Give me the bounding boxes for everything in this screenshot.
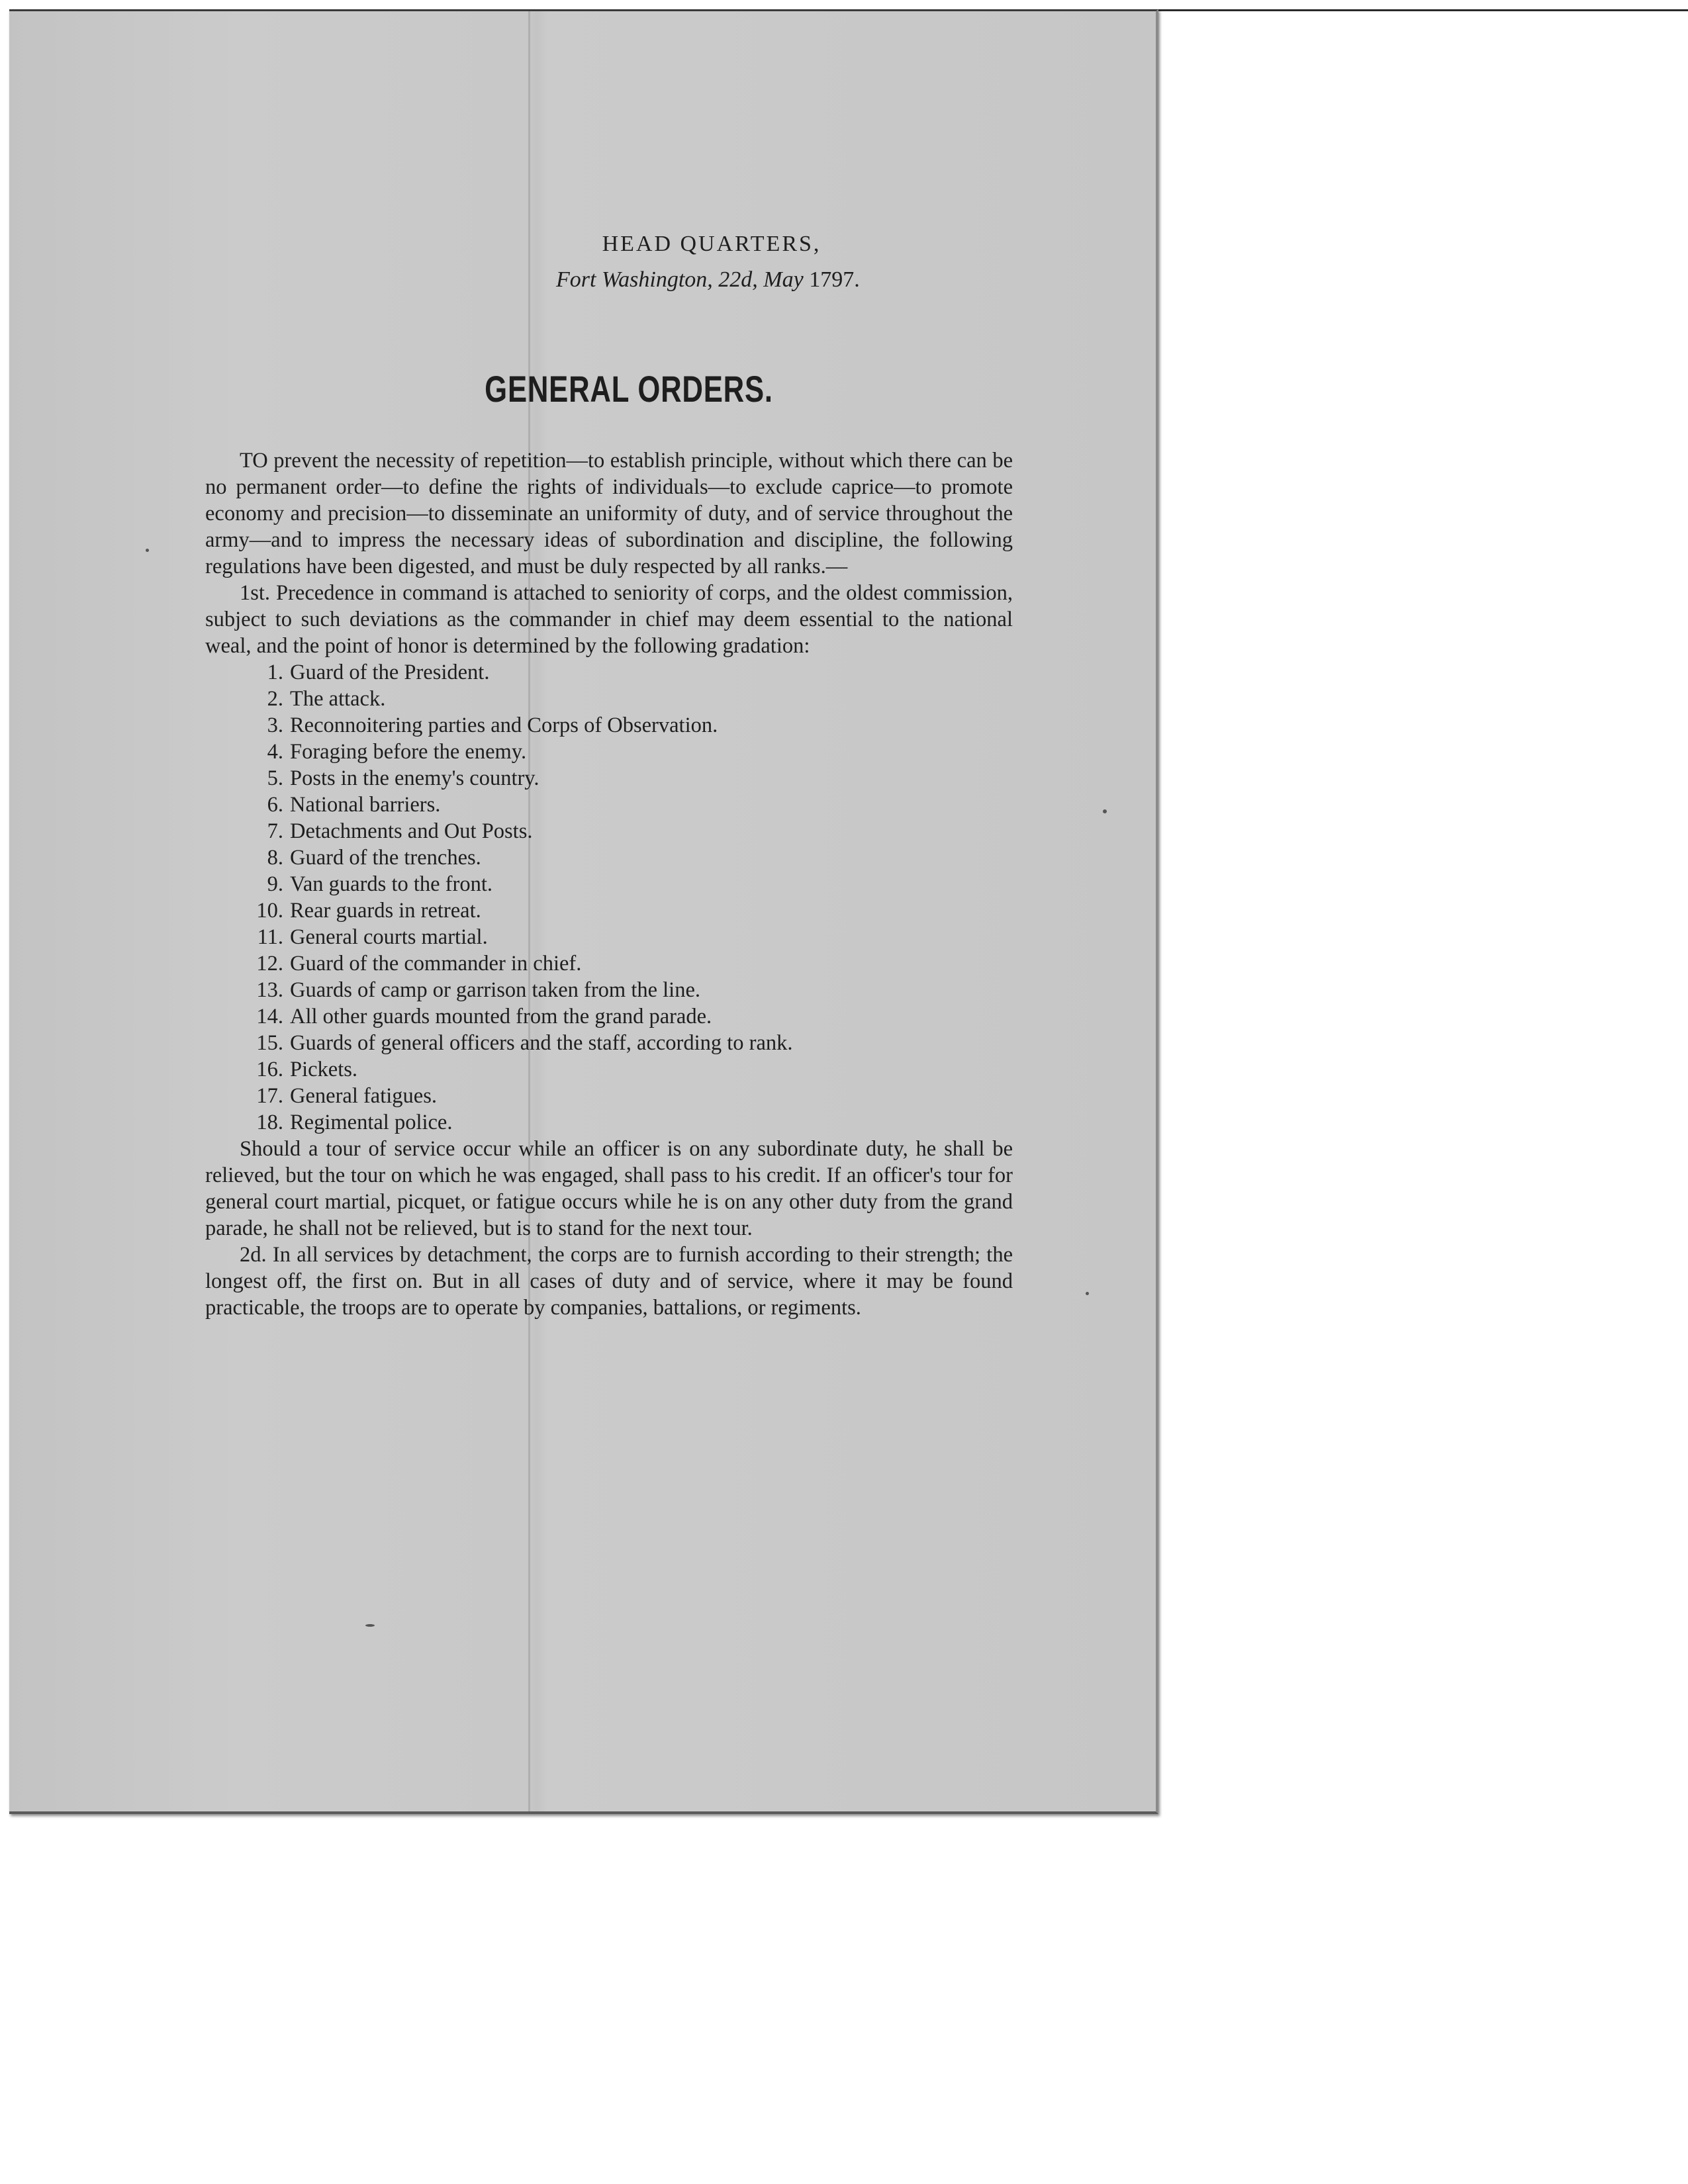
list-item-number: 14. bbox=[256, 1005, 283, 1028]
place-and-date: Fort Washington, 22d, May bbox=[556, 267, 804, 292]
list-item bbox=[205, 1003, 1013, 1030]
page-title: GENERAL ORDERS. bbox=[485, 368, 773, 410]
list-item-number: 6. bbox=[267, 793, 283, 817]
list-item-number: 5. bbox=[267, 766, 283, 790]
list-item-text: Pickets. bbox=[290, 1058, 358, 1081]
list-item bbox=[205, 977, 1013, 1003]
list-item-number: 4. bbox=[267, 740, 283, 764]
list-item-text: Reconnoitering parties and Corps of Observation. bbox=[290, 713, 718, 737]
list-item-number: 2. bbox=[267, 687, 283, 711]
list-item-text: The attack. bbox=[290, 687, 386, 711]
headquarters-place-date bbox=[543, 267, 1006, 293]
list-item-number: 11. bbox=[257, 925, 283, 949]
list-item-text: National barriers. bbox=[290, 793, 441, 817]
list-item-number: 7. bbox=[267, 819, 283, 843]
list-item bbox=[205, 686, 1013, 712]
orders-body bbox=[205, 447, 1013, 1321]
list-item-text: General fatigues. bbox=[290, 1084, 437, 1108]
list-item bbox=[205, 1056, 1013, 1083]
list-item-number: 8. bbox=[267, 846, 283, 870]
year: 1797. bbox=[809, 267, 860, 292]
list-item bbox=[205, 739, 1013, 765]
gradation-list bbox=[205, 659, 1013, 1136]
list-item-number: 18. bbox=[256, 1111, 283, 1134]
list-item-text: Rear guards in retreat. bbox=[290, 899, 481, 923]
list-item bbox=[205, 950, 1013, 977]
list-item-text: General courts martial. bbox=[290, 925, 488, 949]
list-item bbox=[205, 1083, 1013, 1109]
list-item-number: 15. bbox=[256, 1031, 283, 1055]
list-item-number: 12. bbox=[256, 952, 283, 976]
list-item-text: Foraging before the enemy. bbox=[290, 740, 527, 764]
list-item bbox=[205, 792, 1013, 818]
list-item-text: Guard of the President. bbox=[290, 660, 490, 684]
paper-speck bbox=[1103, 809, 1107, 813]
list-item-number: 17. bbox=[256, 1084, 283, 1108]
list-item-text: Guard of the trenches. bbox=[290, 846, 481, 870]
paper-speck bbox=[365, 1624, 375, 1627]
list-item bbox=[205, 765, 1013, 792]
list-item-number: 16. bbox=[256, 1058, 283, 1081]
paper-speck bbox=[1086, 1292, 1089, 1295]
list-item-text: Van guards to the front. bbox=[290, 872, 492, 896]
list-item-text: Guard of the commander in chief. bbox=[290, 952, 582, 976]
list-item-text: Guards of general officers and the staff, according to rank. bbox=[290, 1031, 793, 1055]
list-item bbox=[205, 818, 1013, 844]
list-item-text: Regimental police. bbox=[290, 1111, 453, 1134]
list-item-number: 10. bbox=[256, 899, 283, 923]
tour-paragraph: Should a tour of service occur while an officer is on any subordinate duty, he shall be relieved, but the tour on which he was engaged, shall pass to his credit. If an officer's tour for general court martial, picquet, or fatigue occurs while he is on any other duty from the grand parade, he shall not be relieved, but is to stand for the next tour. bbox=[205, 1137, 1013, 1240]
intro-paragraph: TO prevent the necessity of repetition—to establish principle, without which there can be no permanent order—to define the rights of individuals—to exclude caprice—to promote economy and precision—to disseminate an uniformity of duty, and of service throughout the army—and to impress the necessary ideas of subordination and discipline, the following regulations have been digested, and must be duly respected by all ranks.— bbox=[205, 449, 1013, 578]
list-item bbox=[205, 844, 1013, 871]
list-item-text: Guards of camp or garrison taken from the line. bbox=[290, 978, 701, 1002]
first-article: 1st. Precedence in command is attached to seniority of corps, and the oldest commission, subject to such deviations as the commander in chief may deem essential to the national weal, and the point of honor is determined by the following gradation: bbox=[205, 581, 1013, 658]
list-item bbox=[205, 712, 1013, 739]
list-item bbox=[205, 871, 1013, 897]
list-item-number: 1. bbox=[267, 660, 283, 684]
list-item bbox=[205, 897, 1013, 924]
list-item bbox=[205, 1030, 1013, 1056]
list-item-number: 3. bbox=[267, 713, 283, 737]
list-item bbox=[205, 1109, 1013, 1136]
paper-speck bbox=[146, 549, 149, 552]
list-item-number: 9. bbox=[267, 872, 283, 896]
headquarters-title: HEAD QUARTERS, bbox=[602, 232, 821, 256]
scanner-edge-line bbox=[1156, 9, 1688, 11]
headquarters-heading bbox=[543, 232, 1006, 293]
list-item bbox=[205, 924, 1013, 950]
list-item-number: 13. bbox=[256, 978, 283, 1002]
list-item bbox=[205, 659, 1013, 686]
list-item-text: Posts in the enemy's country. bbox=[290, 766, 539, 790]
list-item-text: Detachments and Out Posts. bbox=[290, 819, 533, 843]
list-item-text: All other guards mounted from the grand parade. bbox=[290, 1005, 712, 1028]
second-article: 2d. In all services by detachment, the corps are to furnish according to their strength; the longest off, the first on. But in all cases of duty and of service, where it may be found practicable, the troops are to operate by companies, battalions, or regiments. bbox=[205, 1243, 1013, 1320]
